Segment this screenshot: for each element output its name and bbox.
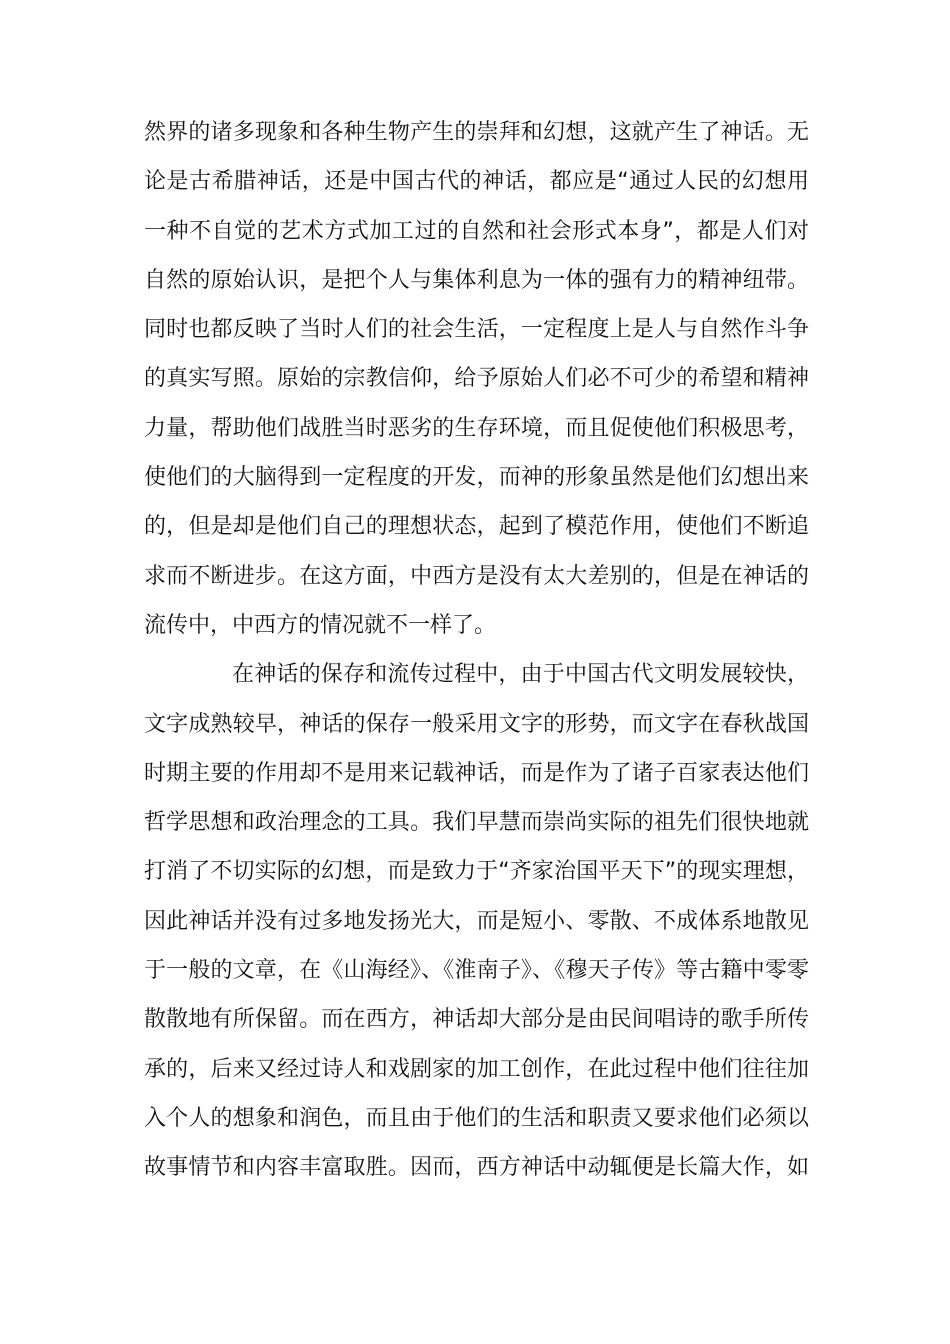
text-line: 同时也都反映了当时人们的社会生活，一定程度上是人与自然作斗争 xyxy=(144,317,809,343)
text-line: 的真实写照。原始的宗教信仰，给予原始人们必不可少的希望和精神 xyxy=(144,366,809,392)
text-line: 时期主要的作用却不是用来记载神话，而是作为了诸子百家表达他们 xyxy=(144,760,809,786)
text-line: 自然的原始认识，是把个人与集体利息为一体的强有力的精神纽带。 xyxy=(144,267,809,293)
text-line: 于一般的文章，在《山海经》、《淮南子》、《穆天子传》等古籍中零零 xyxy=(144,958,809,984)
text-line: 力量，帮助他们战胜当时恶劣的生存环境，而且促使他们积极思考， xyxy=(144,415,809,441)
text-line: 散散地有所保留。而在西方，神话却大部分是由民间唱诗的歌手所传 xyxy=(144,1007,809,1033)
text-line: 故事情节和内容丰富取胜。因而，西方神话中动辄便是长篇大作，如 xyxy=(144,1155,809,1181)
text-line: 求而不断进步。在这方面，中西方是没有太大差别的，但是在神话的 xyxy=(144,563,809,589)
text-line: 哲学思想和政治理念的工具。我们早慧而崇尚实际的祖先们很快地就 xyxy=(144,810,809,836)
text-line: 一种不自觉的艺术方式加工过的自然和社会形式本身”，都是人们对 xyxy=(144,218,809,244)
text-line: 打消了不切实际的幻想，而是致力于“齐家治国平天下”的现实理想， xyxy=(144,859,809,885)
text-line: 的，但是却是他们自己的理想状态，起到了模范作用，使他们不断追 xyxy=(144,514,809,540)
paragraph-2 xyxy=(144,650,809,1192)
text-line: 因此神话并没有过多地发扬光大，而是短小、零散、不成体系地散见 xyxy=(144,908,809,934)
paragraph-1 xyxy=(144,108,809,650)
text-line: 论是古希腊神话，还是中国古代的神话，都应是“通过人民的幻想用 xyxy=(144,169,809,195)
text-line: 文字成熟较早，神话的保存一般采用文字的形势，而文字在春秋战国 xyxy=(144,711,809,737)
text-line: 使他们的大脑得到一定程度的开发，而神的形象虽然是他们幻想出来 xyxy=(144,465,809,491)
text-line-first-indented: 在神话的保存和流传过程中，由于中国古代文明发展较快， xyxy=(232,662,809,688)
text-line: 承的，后来又经过诗人和戏剧家的加工创作，在此过程中他们往往加 xyxy=(144,1056,809,1082)
text-line-last: 流传中，中西方的情况就不一样了。 xyxy=(144,612,497,638)
text-line: 然界的诸多现象和各种生物产生的崇拜和幻想，这就产生了神话。无 xyxy=(144,120,809,145)
text-line: 入个人的想象和润色，而且由于他们的生活和职责又要求他们必须以 xyxy=(144,1105,809,1131)
document-page xyxy=(144,108,809,1193)
